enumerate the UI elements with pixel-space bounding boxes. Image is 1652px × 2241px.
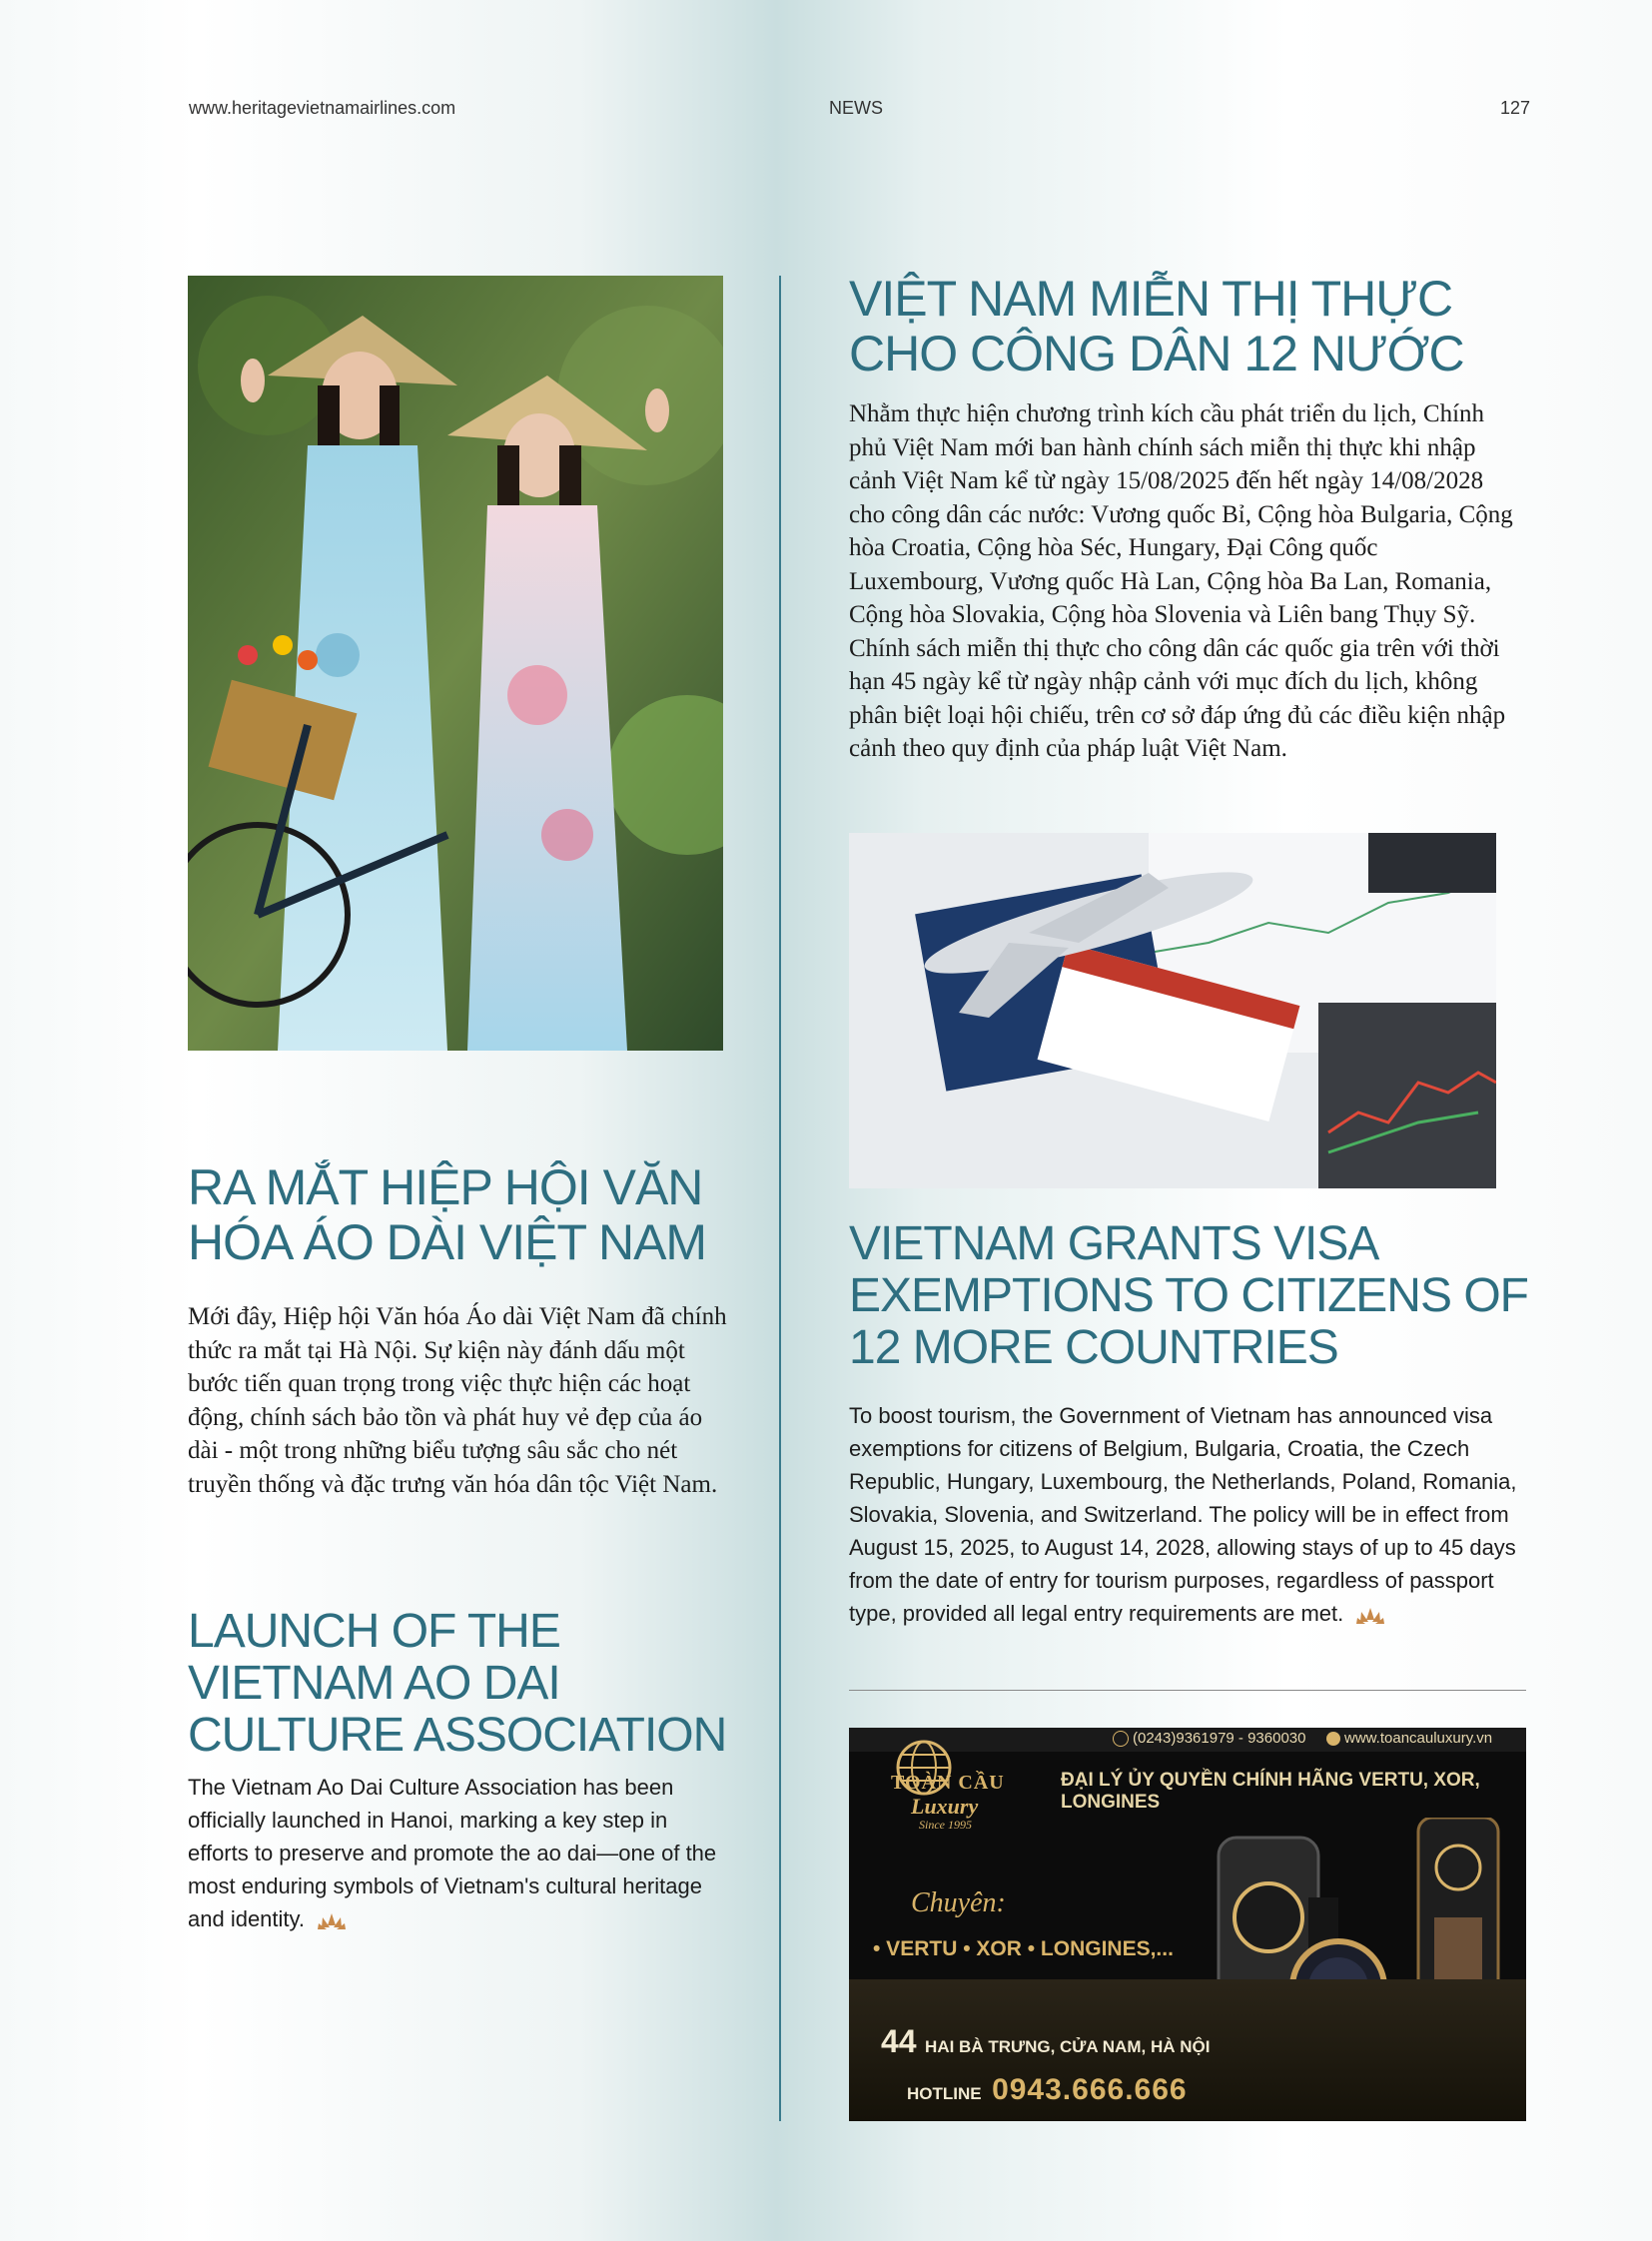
title-line-1: RA MẮT HIỆP HỘI VĂN: [188, 1159, 703, 1215]
header-website: www.heritagevietnamairlines.com: [189, 98, 456, 118]
paragraph-1: Nhằm thực hiện chương trình kích cầu phát triển du lịch, Chính phủ Việt Nam mới ban hành chính sách miễn thị thực khi nhập cảnh Việt Nam kể từ ngày 15/08/2025 đến hết ngày 14/08/2028 cho công dân các nước: Vương quốc Bỉ, Cộng hòa Bulgaria, Cộng hòa Croatia, Cộng hòa Séc, Hungary, Đại Công quốc Luxembourg, Vương quốc Hà Lan, Cộng hòa Ba Lan, Romania, Cộng hòa Slovakia, Cộng hòa Slovenia và Liên bang Thụy Sỹ.: [849, 400, 1513, 628]
article-en-aodai: [188, 1606, 747, 1935]
article-vn-aodai: [188, 1160, 747, 1501]
ad-specialty: • VERTU • XOR • LONGINES,...: [873, 1937, 1174, 1960]
article-title: [188, 1160, 747, 1270]
ad-tagline: ĐẠI LÝ ỦY QUYỀN CHÍNH HÃNG VERTU, XOR, LONGINES: [1061, 1770, 1480, 1813]
article-en-visa: [849, 1218, 1528, 1630]
title-line-3: 12 MORE COUNTRIES: [849, 1320, 1338, 1374]
ad-since: Since 1995: [919, 1818, 972, 1832]
ad-hotline: HOTLINE 0943.666.666: [907, 2073, 1188, 2106]
ad-website: www.toancauluxury.vn: [1326, 1730, 1492, 1747]
ad-brand: TOÀN CẦU: [891, 1772, 1005, 1794]
article-title: [188, 1606, 747, 1761]
ad-specialty-label: Chuyên:: [911, 1887, 1006, 1918]
ad-address: 44 HAI BÀ TRƯNG, CỬA NAM, HÀ NỘI: [881, 2023, 1211, 2059]
article-title: [849, 272, 1528, 381]
article-body: Mới đây, Hiệp hội Văn hóa Áo dài Việt Nam đã chính thức ra mắt tại Hà Nội. Sự kiện này đánh dấu một bước tiến quan trọng trong việc thực hiện các hoạt động, chính sách bảo tồn và phát huy vẻ đẹp của áo dài - một trong những biểu tượng sâu sắc cho nét truyền thống và đặc trưng văn hóa dân tộc Việt Nam.: [188, 1303, 727, 1498]
page-number: 127: [1500, 98, 1531, 118]
title-line-2: HÓA ÁO DÀI VIỆT NAM: [188, 1214, 707, 1270]
title-line-2: CHO CÔNG DÂN 12 NƯỚC: [849, 326, 1464, 381]
airplane-passport-photo: [849, 833, 1496, 1188]
section-rule: [849, 1690, 1526, 1691]
column-divider: [779, 276, 781, 2121]
phone-icon: [1113, 1731, 1129, 1747]
title-line-1: VIETNAM GRANTS VISA: [849, 1217, 1379, 1270]
article-body: To boost tourism, the Government of Vietnam has announced visa exemptions for citizens of Belgium, Bulgaria, Croatia, the Czech Republic, Hungary, Luxembourg, the Netherlands, Poland, Romania, Slovakia, Slovenia, and Switzerland. The policy will be in effect from August 15, 2025, to August 14, 2028, allowing stays of up to 45 days from the date of entry for tourism purposes, regardless of passport type, provided all legal entry requirements are met.: [849, 1403, 1517, 1627]
header-section: NEWS: [829, 98, 883, 118]
lotus-icon: [317, 1911, 347, 1931]
article-vn-visa: [849, 272, 1528, 766]
article-body: The Vietnam Ao Dai Culture Association has been officially launched in Hanoi, marking a key step in efforts to preserve and promote the ao dai—one of the most enduring symbols of Vietnam's cultural heritage and identity.: [188, 1775, 717, 1932]
paragraph-2: Chính sách miễn thị thực cho công dân các quốc gia trên với thời hạn 45 ngày kể từ ngày nhập cảnh với mục đích du lịch, không phân biệt loại hội chiếu, trên cơ sở đáp ứng đủ các điều kiện nhập cảnh theo quy định của pháp luật Việt Nam.: [849, 634, 1506, 762]
ad-phone: (0243)9361979 - 9360030: [1113, 1730, 1305, 1747]
title-line-2: VIETNAM AO DAI: [188, 1656, 560, 1710]
article-title: [849, 1218, 1528, 1373]
title-line-1: VIỆT NAM MIỄN THỊ THỰC: [849, 271, 1453, 327]
title-line-2: EXEMPTIONS TO CITIZENS OF: [849, 1268, 1528, 1322]
globe-icon: [1326, 1732, 1340, 1746]
lotus-icon: [1355, 1606, 1385, 1626]
luxury-advertisement: [849, 1728, 1526, 2121]
ad-brand-sub: Luxury: [911, 1794, 979, 1819]
title-line-3: CULTURE ASSOCIATION: [188, 1708, 727, 1762]
ao-dai-photo: [188, 276, 723, 1051]
title-line-1: LAUNCH OF THE: [188, 1605, 560, 1658]
